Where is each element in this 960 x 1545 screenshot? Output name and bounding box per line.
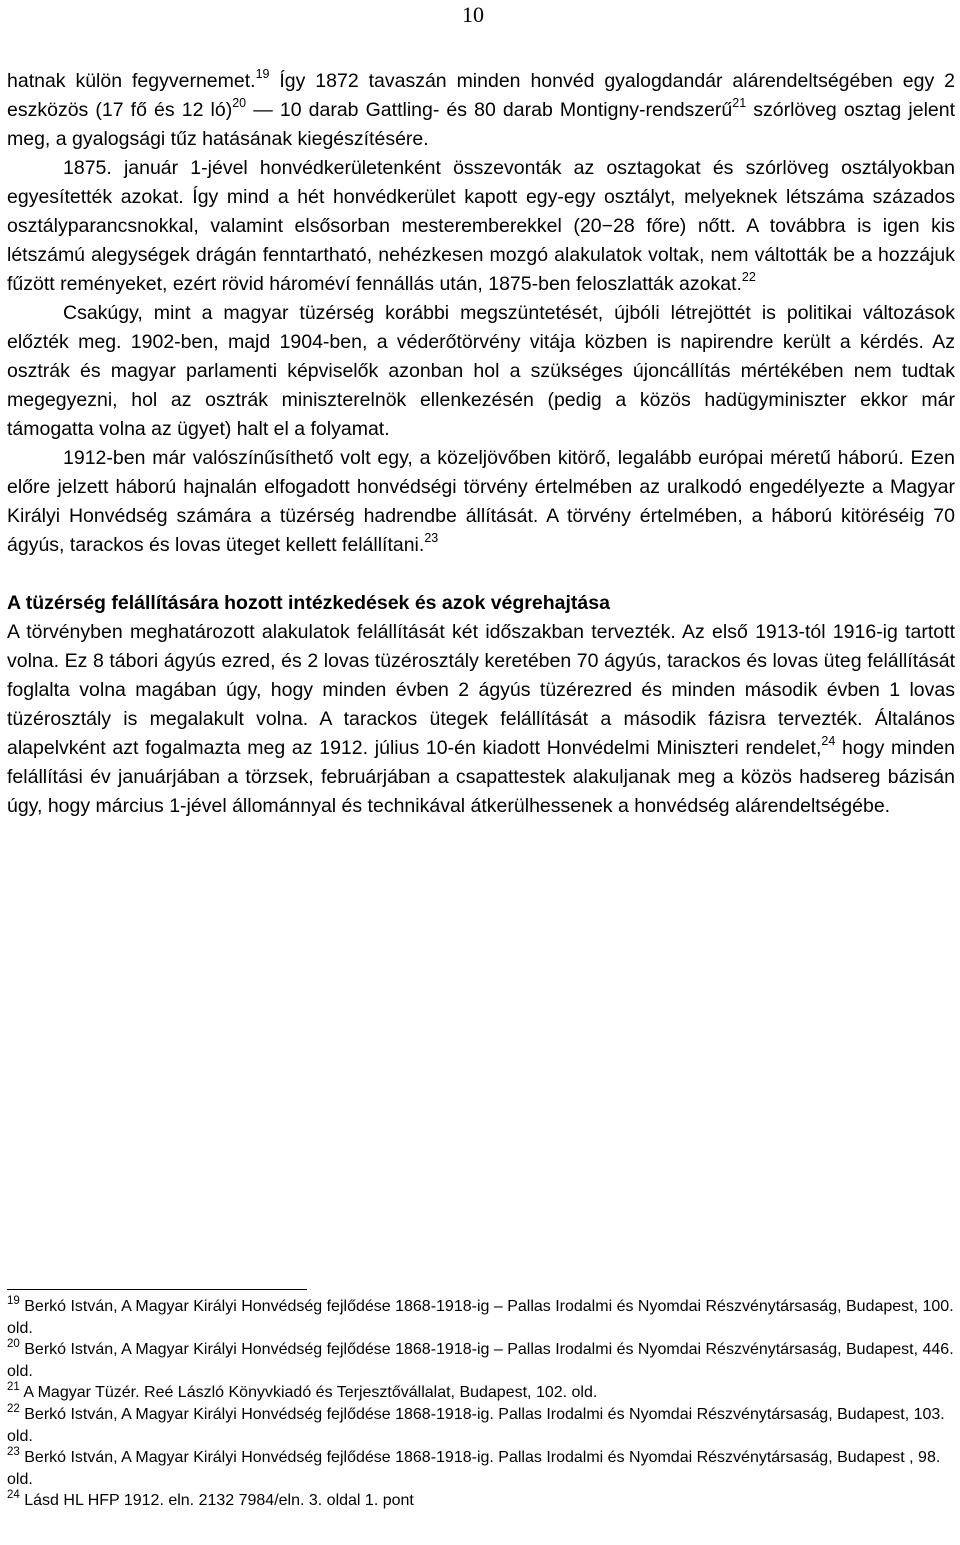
footnote-number: 24 <box>7 1489 20 1502</box>
text: A törvényben meghatározott alakulatok felállítását két időszakban tervezték. Az első 1913-tól 1916-ig tartott volna. Ez 8 tábori ágyús ezred, és 2 lovas tüzérosztály keretében 70 ágyús, tarackos és lovas üteg felállítását foglalta volna magában úgy, hogy minden évben 2 ágyús tüzérezred és minden második évben 1 lovas tüzérosztály is megalakult volna. A tarackos ütegek felállítását a második fázisra tervezték. Általános alapelvként azt fogalmazta meg az 1912. július 10-én kiadott Honvédelmi Miniszteri rendelet, <box>7 621 955 759</box>
footnote-number: 21 <box>7 1381 20 1394</box>
footnote-text: A Magyar Tüzér. Reé László Könyvkiadó és Terjesztővállalat, Budapest, 102. old. <box>19 1384 598 1402</box>
footnote-21 <box>7 1382 955 1404</box>
paragraph-2 <box>7 154 955 299</box>
footnote-ref-23[interactable]: 23 <box>424 531 439 545</box>
footnote-text: Berkó István, A Magyar Királyi Honvédség fejlődése 1868-1918-ig. Pallas Irodalmi és Nyomdai Részvénytársaság, Budapest , 98. old. <box>7 1449 941 1488</box>
footnote-22 <box>7 1404 955 1447</box>
text: 1875. január 1-jével honvédkerületenként összevonták az osztagokat és szórlöveg osztályokban egyesítették azokat. Így mind a hét honvédkerület kapott egy-egy osztályt, melyeknek létszáma százados osztályparancsnokkal, valamint elsősorban mesteremberekkel (20−28 főre) nőtt. A továbbra is igen kis létszámú alegységek drágán fenntartható, nehézkesen mozgó alakulatok voltak, nem váltották be a hozzájuk fűzött reményeket, ezért rövid hároméví fennállás után, 1875-ben feloszlatták azokat. <box>7 157 955 295</box>
footnote-divider <box>7 1289 307 1290</box>
footnote-text: Berkó István, A Magyar Királyi Honvédség fejlődése 1868-1918-ig. Pallas Irodalmi és Nyomdai Részvénytársaság, Budapest, 103. old. <box>7 1405 945 1445</box>
footnote-number: 22 <box>7 1402 20 1415</box>
footnote-20 <box>7 1339 955 1382</box>
text: 1912-ben már valószínűsíthető volt egy, a közeljövőben kitörő, legalább európai méretű háború. Ezen előre jelzett háború hajnalán elfogadott honvédségi törvény értelmében az uralkodó engedélyezte a Magyar Királyi Honvédség számára a tüzérség hadrendbe állítását. A törvény értelmében, a háború kitöréséig 70 ágyús, tarackos és lovas üteget kellett felállítani. <box>7 447 955 556</box>
paragraph-3: Csakúgy, mint a magyar tüzérség korábbi megszüntetését, újbóli létrejöttét is politikai változások előzték meg. 1902-ben, majd 1904-ben, a véderőtörvény vitája közben is napirendre került a kérdés. Az osztrák és magyar parlamenti képviselők azonban hol a szükséges újoncállítás mértékében nem tudtak megegyezni, hol az osztrák miniszterelnök ellenkezésén (pedig a közös hadügyminiszter ekkor már támogatta volna az ügyet) halt el a folyamat. <box>7 302 955 440</box>
footnote-24 <box>7 1490 955 1512</box>
footnote-23 <box>7 1447 955 1490</box>
paragraph-4 <box>7 444 955 560</box>
footnote-number: 23 <box>7 1446 20 1459</box>
paragraph-5 <box>7 618 955 821</box>
footnote-number: 19 <box>7 1295 20 1307</box>
text: szórlöveg osztag jelent meg, a gyalogsági tűz hatásának kiegészítésére. <box>7 99 956 150</box>
footnote-ref-24[interactable]: 24 <box>821 734 836 748</box>
text: Így 1872 tavaszán minden honvéd gyalogdandár alárendeltségében egy 2 eszközös (17 fő és 12 ló) <box>7 70 956 121</box>
text: hogy minden felállítási év januárjában a törzsek, februárjában a csapattestek alakuljanak meg a közös hadsereg bázisán úgy, hogy március 1-jével állománnyal és technikával átkerülhessenek a honvédség alárendeltségébe. <box>7 737 956 817</box>
page-number: 10 <box>462 2 484 27</box>
footnote-ref-21[interactable]: 21 <box>732 96 747 110</box>
paragraph-1 <box>7 67 955 154</box>
footnote-number: 20 <box>7 1338 20 1351</box>
footnote-text: Berkó István, A Magyar Királyi Honvédség fejlődése 1868-1918-ig – Pallas Irodalmi és Nyomdai Részvénytársaság, Budapest, 100. old. <box>7 1298 954 1337</box>
text: ― 10 darab Gattling- és 80 darab Montigny-rendszerű <box>246 99 733 121</box>
footnote-text: Berkó István, A Magyar Királyi Honvédség fejlődése 1868-1918-ig – Pallas Irodalmi és Nyomdai Részvénytársaság, Budapest, 446. old. <box>7 1341 954 1380</box>
main-text <box>7 67 955 821</box>
section-heading: A tüzérség felállítására hozott intézkedések és azok végrehajtása <box>7 592 610 614</box>
footnote-ref-20[interactable]: 20 <box>232 96 247 110</box>
footnote-ref-22[interactable]: 22 <box>741 270 756 284</box>
footnote-text: Lásd HL HFP 1912. eln. 2132 7984/eln. 3. oldal 1. pont <box>19 1492 414 1510</box>
footnote-19 <box>7 1296 955 1339</box>
footnotes <box>7 1289 955 1512</box>
text: hatnak külön fegyvernemet. <box>7 70 256 92</box>
footnote-ref-19[interactable]: 19 <box>255 67 270 81</box>
